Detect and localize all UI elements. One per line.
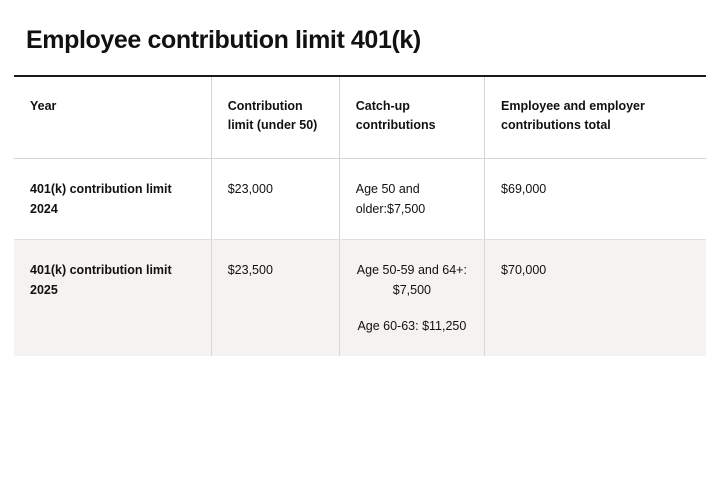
table-body xyxy=(14,158,706,356)
table-row xyxy=(14,158,706,239)
table-container xyxy=(14,75,706,356)
table-row xyxy=(14,239,706,356)
table-header-row xyxy=(14,76,706,158)
column-header-contribution-limit: Contribution limit (under 50) xyxy=(211,76,339,158)
column-header-catch-up: Catch-up contributions xyxy=(339,76,484,158)
catch-up-line: Age 50-59 and 64+: $7,500 xyxy=(356,262,467,297)
page-title: Employee contribution limit 401(k) xyxy=(26,26,421,54)
cell-year-2025: 401(k) contribution limit 2025 xyxy=(14,239,211,356)
cell-catch-up-2024 xyxy=(339,158,484,239)
catch-up-line: Age 50 and older:$7,500 xyxy=(355,181,426,216)
cell-total-2025: $70,000 xyxy=(485,239,706,356)
column-header-year: Year xyxy=(30,99,57,113)
catch-up-line: Age 60-63: $11,250 xyxy=(357,318,467,333)
column-header-total: Employee and employer contributions total xyxy=(485,76,706,158)
cell-contribution-limit-2024: $23,000 xyxy=(211,158,339,239)
cell-year-2024: 401(k) contribution limit 2024 xyxy=(14,158,211,239)
cell-contribution-limit-2025: $23,500 xyxy=(211,239,339,356)
cell-catch-up-2025 xyxy=(339,239,484,356)
cell-total-2024: $69,000 xyxy=(485,158,706,239)
contribution-limits-table xyxy=(14,75,706,356)
table-header xyxy=(14,76,706,158)
